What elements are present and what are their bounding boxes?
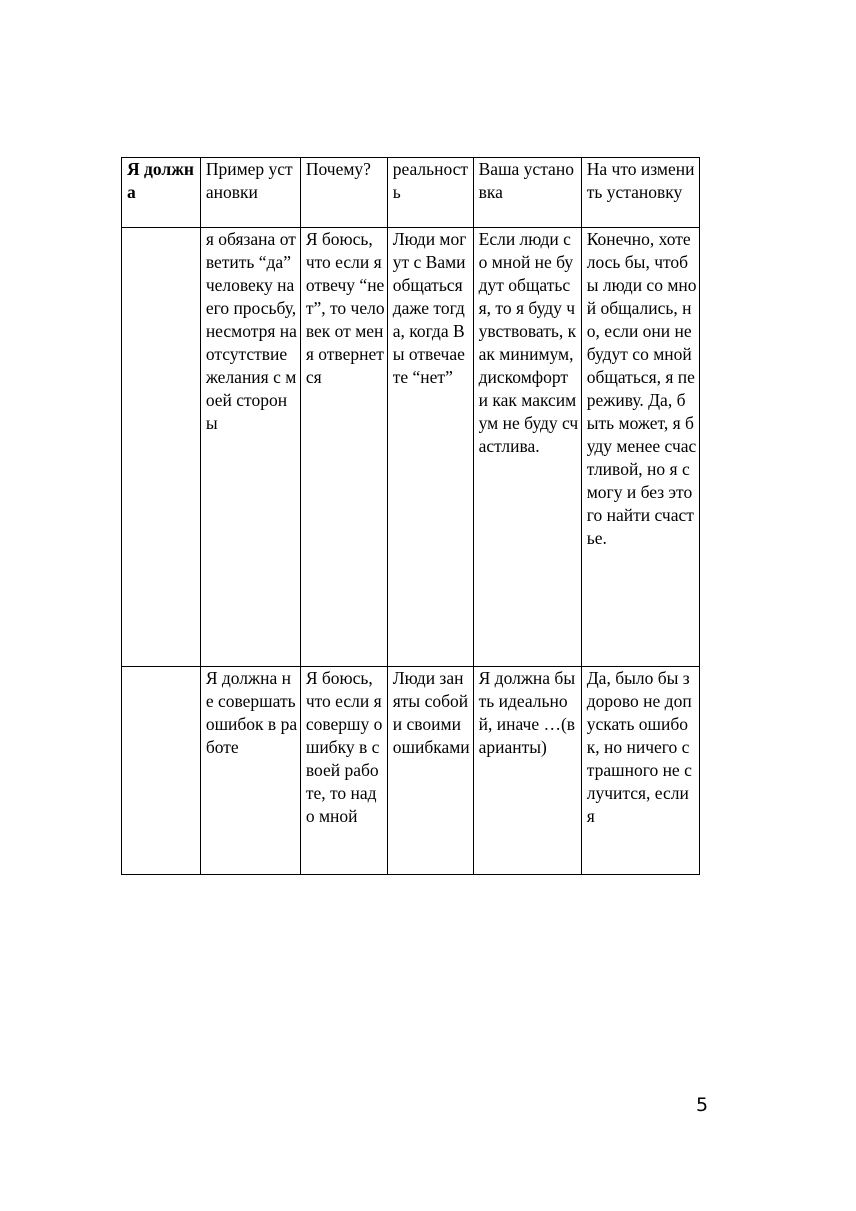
header-cell: На что изменить установку — [581, 158, 699, 228]
table-cell — [122, 667, 201, 875]
beliefs-table — [121, 157, 700, 875]
table-cell: Люди заняты собой и своими ошибками — [387, 667, 473, 875]
page-number: 5 — [696, 1094, 709, 1116]
header-cell: Я должна — [122, 158, 201, 228]
header-cell: Пример установки — [200, 158, 300, 228]
table-cell — [122, 228, 201, 667]
header-cell: реальность — [387, 158, 473, 228]
header-cell: Почему? — [300, 158, 387, 228]
table-header-row — [122, 158, 700, 228]
table-cell: Я боюсь, что если я отвечу “нет”, то человек от меня отвернется — [300, 228, 387, 667]
table-row — [122, 667, 700, 875]
table-cell: Да, было бы здорово не допускать ошибок, но ничего страшного не случится, если я — [581, 667, 699, 875]
table-cell: Конечно, хотелось бы, чтобы люди со мной общались, но, если они не будут со мной общаться, я переживу. Да, быть может, я буду менее счастливой, но я смогу и без этого найти счастье. — [581, 228, 699, 667]
table-cell: Если люди со мной не будут общаться, то я буду чувствовать, как минимум, дискомфорт и как максимум не буду счастлива. — [473, 228, 581, 667]
table-row — [122, 228, 700, 667]
table-cell: Я должна быть идеальной, иначе …(варианты) — [473, 667, 581, 875]
table-cell: Я боюсь, что если я совершу ошибку в своей работе, то надо мной — [300, 667, 387, 875]
table-cell: я обязана ответить “да” человеку на его просьбу, несмотря на отсутствие желания с моей стороны — [200, 228, 300, 667]
header-cell: Ваша установка — [473, 158, 581, 228]
table-cell: Люди могут с Вами общаться даже тогда, когда Вы отвечаете “нет” — [387, 228, 473, 667]
table-cell: Я должна не совершать ошибок в работе — [200, 667, 300, 875]
